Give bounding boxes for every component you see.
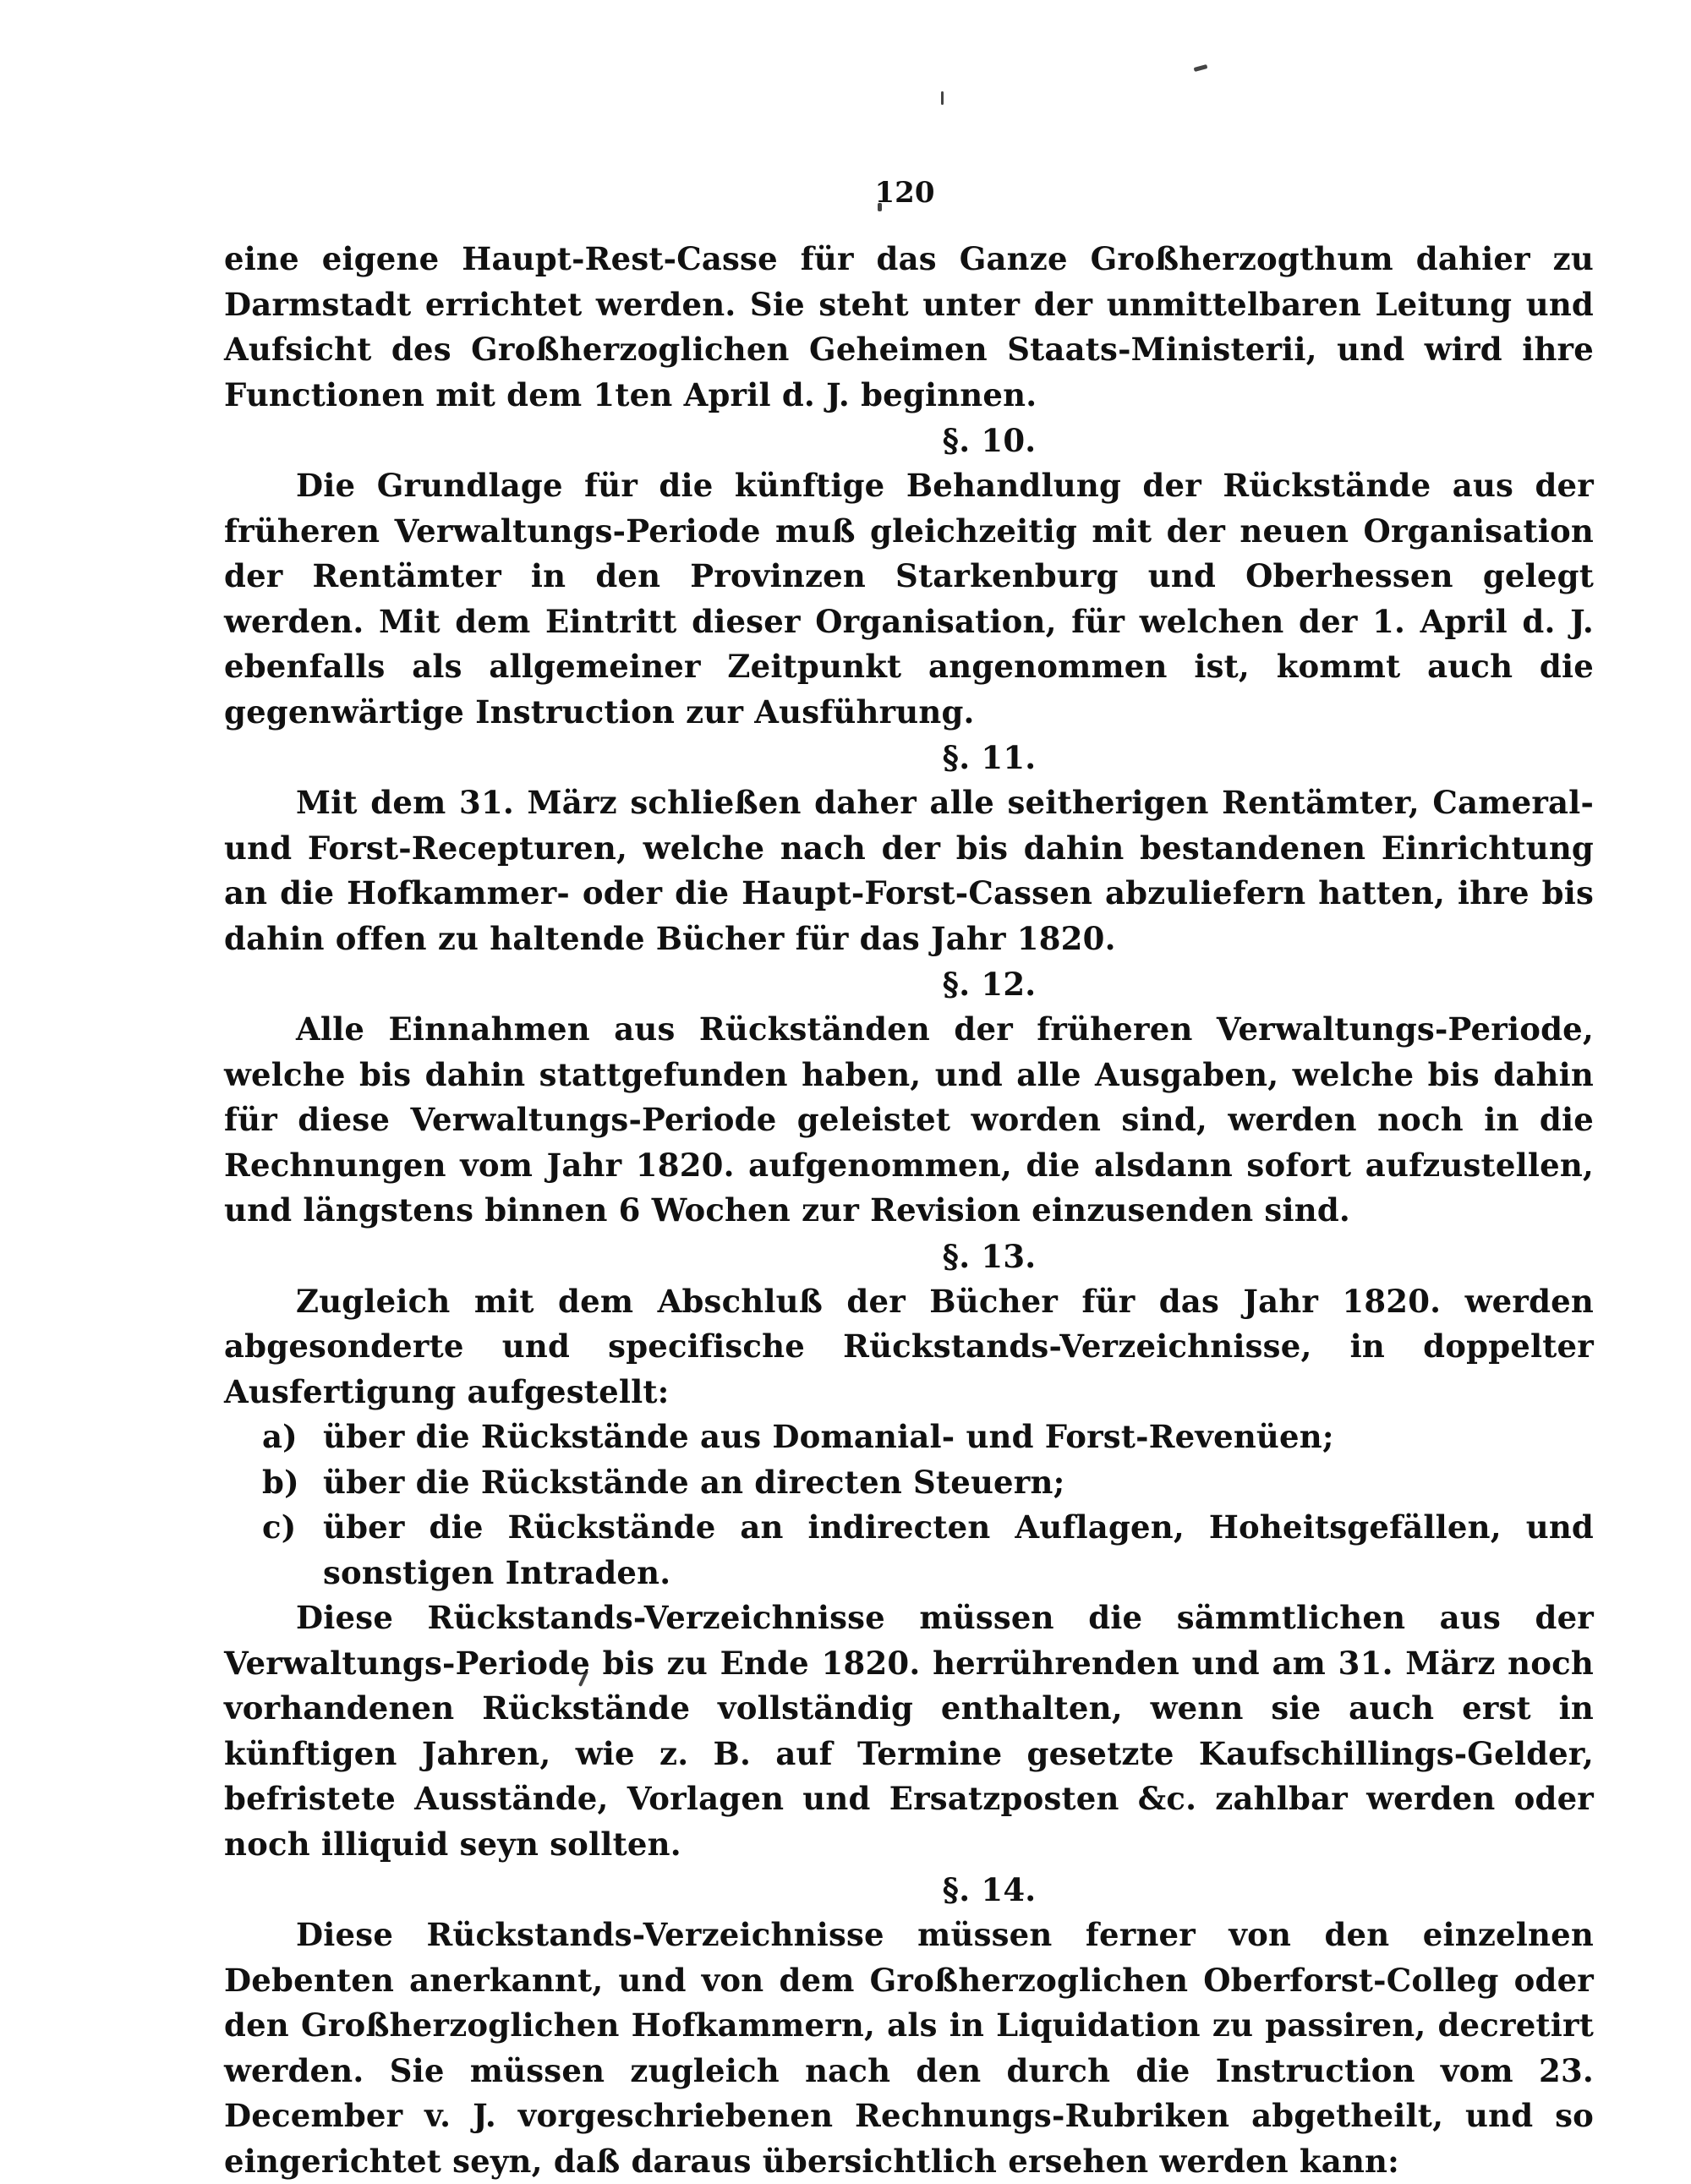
list-item-text: über die Rückstände an indirecten Auflagen, Hoheitsgefällen, und sonstigen Intraden. xyxy=(323,1508,1594,1591)
section-heading-12: §. 12. xyxy=(942,966,1037,1003)
section-heading-14: §. 14. xyxy=(942,1871,1037,1908)
scan-speck xyxy=(1194,64,1208,72)
section-heading-11: §. 11. xyxy=(942,739,1037,776)
paragraph-section-14: Diese Rückstands-Verzeichnisse müssen ferner von den einzelnen Debenten anerkannt, und von dem Großherzoglichen Oberforst-Colleg oder den Großherzoglichen Hofkammern, als in Liquidation zu passiren, decretirt werden. Sie müssen zugleich nach den durch die Instruction vom 23. December v. J. vorgeschriebenen Rechnungs-Rubriken abgetheilt, und so eingerichtet seyn, daß daraus übersichtlich ersehen werden kann: xyxy=(224,1916,1594,2180)
list-item-text: über die Rückstände aus Domanial- und Forst-Revenüen; xyxy=(323,1418,1334,1455)
paragraph-continuation: eine eigene Haupt-Rest-Casse für das Ganze Großherzogthum dahier zu Darmstadt errichtet werden. Sie steht unter der unmittelbaren Leitung und Aufsicht des Großherzoglichen Geheimen Staats-Ministerii, und wird ihre Functionen mit dem 1ten April d. J. beginnen. xyxy=(224,240,1594,413)
body-text xyxy=(224,237,1594,2184)
paragraph-section-10: Die Grundlage für die künftige Behandlung der Rückstände aus der früheren Verwaltungs-Periode muß gleichzeitig mit der neuen Organisation der Rentämter in den Provinzen Starkenburg und Oberhessen gelegt werden. Mit dem Eintritt dieser Organisation, für welchen der 1. April d. J. ebenfalls als allgemeiner Zeitpunkt angenommen ist, kommt auch die gegenwärtige Instruction zur Ausführung. xyxy=(224,467,1594,731)
list-item-text: über die Rückstände an directen Steuern; xyxy=(323,1463,1065,1501)
list-marker: b) xyxy=(262,1463,299,1501)
list-marker: c) xyxy=(262,1508,297,1546)
list-item-c xyxy=(224,1505,1594,1596)
list-item-b xyxy=(224,1460,1594,1506)
scan-speck xyxy=(941,91,944,105)
list-item-a xyxy=(224,1415,1594,1460)
section-heading-13: §. 13. xyxy=(942,1237,1037,1275)
paragraph-section-11: Mit dem 31. März schließen daher alle seitherigen Rentämter, Cameral- und Forst-Recepturen, welche nach der bis dahin bestandenen Einrichtung an die Hofkammer- oder die Haupt-Forst-Cassen abzuliefern hatten, ihre bis dahin offen zu haltende Bücher für das Jahr 1820. xyxy=(224,784,1594,957)
page-number: 120 xyxy=(874,176,935,210)
section-heading-10: §. 10. xyxy=(942,422,1037,459)
paragraph-section-13: Zugleich mit dem Abschluß der Bücher für das Jahr 1820. werden abgesonderte und specifische Rückstands-Verzeichnisse, in doppelter Ausfertigung aufgestellt: xyxy=(224,1282,1594,1410)
paragraph-section-12: Alle Einnahmen aus Rückständen der früheren Verwaltungs-Periode, welche bis dahin stattgefunden haben, und alle Ausgaben, welche bis dahin für diese Verwaltungs-Periode geleistet worden sind, werden noch in die Rechnungen vom Jahr 1820. aufgenommen, die alsdann sofort aufzustellen, und längstens binnen 6 Wochen zur Revision einzusenden sind. xyxy=(224,1010,1594,1229)
list-marker: a) xyxy=(262,1418,298,1455)
paragraph-section-13-continued: Diese Rückstands-Verzeichnisse müssen die sämmtlichen aus der Verwaltungs-Periode bis zu Ende 1820. herrührenden und am 31. März noch vorhandenen Rückstände vollständig enthalten, wenn sie auch erst in künftigen Jahren, wie z. B. auf Termine gesetzte Kaufschillings-Gelder, befristete Ausstände, Vorlagen und Ersatzposten &c. zahlbar werden oder noch illiquid seyn sollten. xyxy=(224,1599,1594,1863)
